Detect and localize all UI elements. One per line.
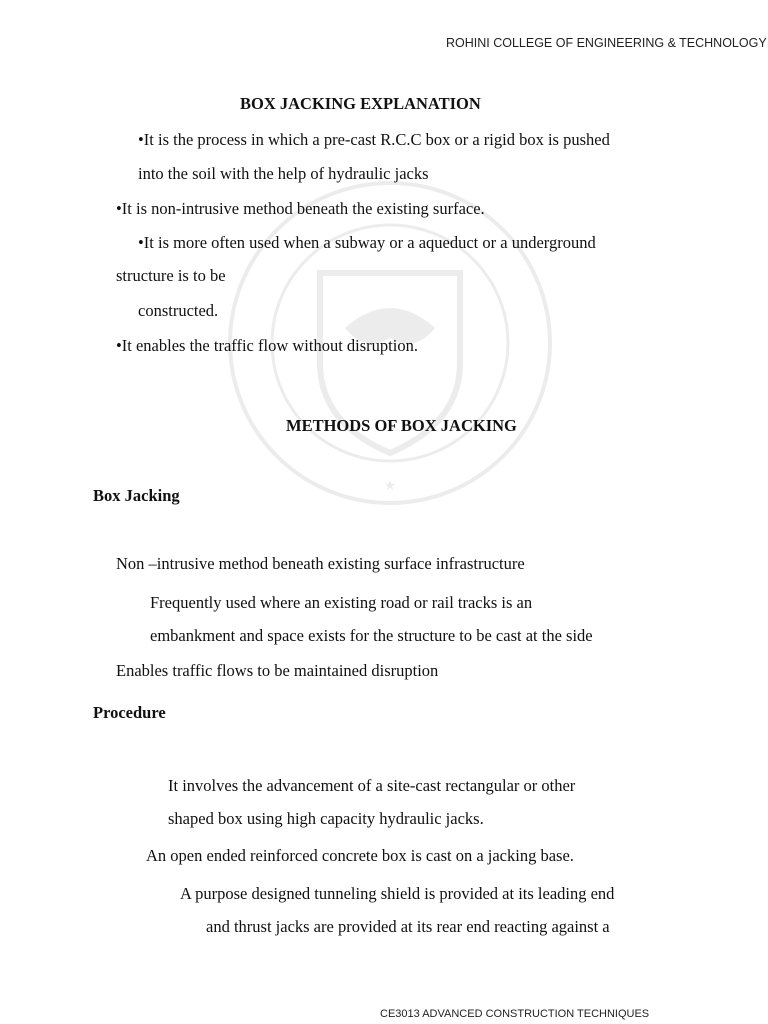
box-jacking-line: Enables traffic flows to be maintained disruption	[116, 661, 439, 680]
explanation-line: constructed.	[138, 301, 219, 320]
box-jacking-line: Frequently used where an existing road or rail tracks is an	[150, 593, 533, 612]
procedure-line: An open ended reinforced concrete box is cast on a jacking base.	[146, 846, 574, 865]
explanation-line: •It is non-intrusive method beneath the existing surface.	[116, 199, 485, 218]
box-jacking-line: embankment and space exists for the structure to be cast at the side	[150, 626, 593, 645]
procedure-line: and thrust jacks are provided at its rear end reacting against a	[206, 917, 610, 936]
page-header: ROHINI COLLEGE OF ENGINEERING & TECHNOLOGY	[446, 36, 767, 50]
procedure-line: shaped box using high capacity hydraulic jacks.	[168, 809, 484, 828]
page-footer: CE3013 ADVANCED CONSTRUCTION TECHNIQUES	[380, 1008, 650, 1020]
svg-text:★: ★	[383, 478, 397, 494]
section-title-explanation: BOX JACKING EXPLANATION	[240, 94, 481, 113]
procedure-line: It involves the advancement of a site-cast rectangular or other	[168, 776, 576, 795]
explanation-line: •It enables the traffic flow without disruption.	[116, 336, 418, 355]
box-jacking-line: Non –intrusive method beneath existing surface infrastructure	[116, 554, 525, 573]
explanation-line: structure is to be	[116, 266, 226, 285]
explanation-line: •It is more often used when a subway or a aqueduct or a underground	[138, 233, 596, 252]
explanation-line: into the soil with the help of hydraulic jacks	[138, 164, 429, 183]
procedure-line: A purpose designed tunneling shield is provided at its leading end	[180, 884, 615, 903]
explanation-line: •It is the process in which a pre-cast R.C.C box or a rigid box is pushed	[138, 130, 610, 149]
section-title-methods: METHODS OF BOX JACKING	[286, 416, 517, 435]
heading-procedure: Procedure	[93, 703, 166, 722]
heading-box-jacking: Box Jacking	[93, 486, 180, 505]
